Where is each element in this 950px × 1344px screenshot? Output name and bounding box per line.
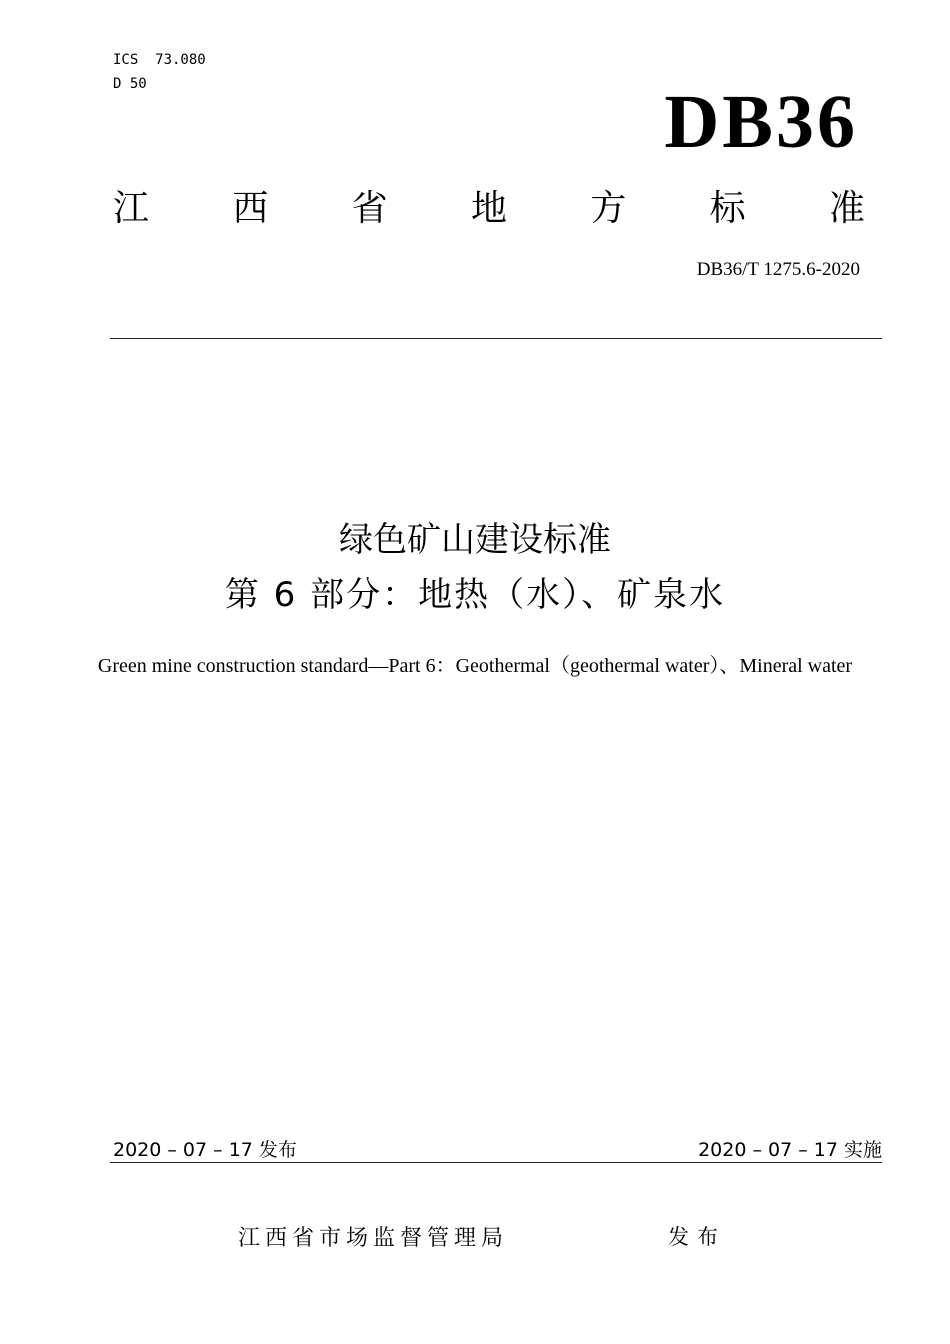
db36-logo: DB36 [664, 80, 858, 164]
standard-number: DB36/T 1275.6-2020 [696, 259, 860, 280]
implementation-date: 2020 – 07 – 17 实施 [698, 1139, 882, 1161]
ccs-code: D 50 [113, 76, 147, 92]
standard-type-heading [113, 184, 865, 234]
standard-type-char: 西 [232, 188, 269, 229]
standard-type-char: 标 [709, 188, 746, 229]
header-divider [110, 338, 882, 339]
release-date: 2020 – 07 – 17 发布 [113, 1139, 297, 1161]
standard-type-char: 地 [470, 188, 507, 229]
footer-divider [110, 1162, 882, 1163]
english-title: Green mine construction standard—Part 6：Geothermal（geothermal water）、Mineral water [97, 655, 853, 677]
standard-type-char: 省 [351, 188, 388, 229]
ics-code: ICS 73.080 [113, 52, 206, 68]
standard-type-char: 方 [590, 188, 627, 229]
standard-type-char: 准 [828, 188, 865, 229]
title-line-1: 绿色矿山建设标准 [339, 520, 611, 560]
issuing-authority: 江西省市场监督管理局 [238, 1226, 509, 1251]
classification-codes [113, 48, 206, 96]
title-line-2: 第 6 部分：地热（水）、矿泉水 [224, 575, 726, 615]
issued-label: 发布 [668, 1225, 726, 1249]
standard-type-char: 江 [113, 188, 150, 229]
